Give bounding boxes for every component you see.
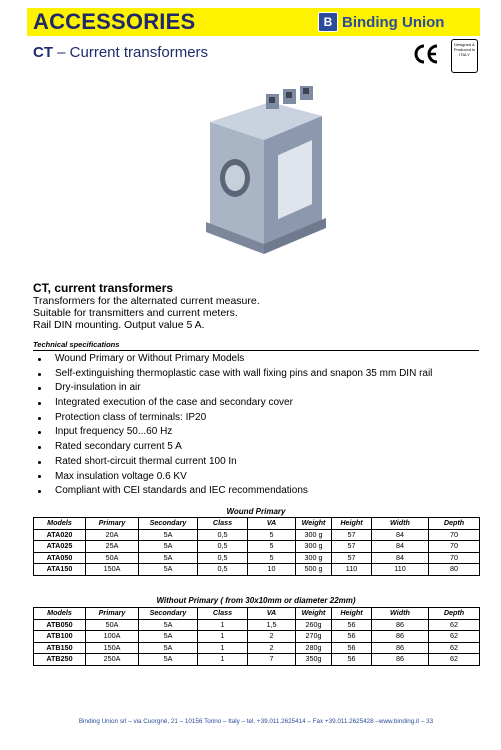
table-cell: ATB250 bbox=[34, 654, 86, 666]
table-cell: 5 bbox=[248, 552, 296, 564]
table-cell: 500 g bbox=[296, 564, 332, 576]
specs-label: Technical specifications bbox=[33, 340, 120, 349]
table-cell: 5A bbox=[139, 642, 198, 654]
list-item bbox=[36, 381, 432, 396]
brand-name: Binding Union bbox=[342, 13, 445, 31]
column-header: Height bbox=[332, 518, 372, 530]
bullet-icon bbox=[38, 490, 41, 493]
table-cell: 50A bbox=[86, 619, 139, 631]
column-header: Width bbox=[372, 518, 429, 530]
bullet-icon bbox=[38, 461, 41, 464]
table-row bbox=[34, 541, 480, 553]
table-cell: 57 bbox=[332, 541, 372, 553]
table-cell: 280g bbox=[296, 642, 332, 654]
table-cell: ATB100 bbox=[34, 631, 86, 643]
table-cell: 150A bbox=[86, 642, 139, 654]
spec-text: Wound Primary or Without Primary Models bbox=[55, 353, 245, 364]
table-cell: 110 bbox=[372, 564, 429, 576]
subtitle-text: – Current transformers bbox=[53, 44, 209, 61]
table-cell: ATA150 bbox=[34, 564, 86, 576]
wound-primary-table bbox=[33, 517, 480, 576]
table-cell: 5A bbox=[139, 552, 198, 564]
column-header: Width bbox=[372, 608, 429, 620]
column-header: Height bbox=[332, 608, 372, 620]
table-cell: 70 bbox=[429, 541, 480, 553]
table-row bbox=[34, 564, 480, 576]
table-cell: ATA050 bbox=[34, 552, 86, 564]
table-cell: 86 bbox=[372, 654, 429, 666]
without-primary-table bbox=[33, 607, 480, 666]
table-cell: 56 bbox=[332, 642, 372, 654]
description-line: Suitable for transmitters and current meters. bbox=[33, 307, 238, 319]
column-header: Models bbox=[34, 608, 86, 620]
table-cell: 0,5 bbox=[198, 564, 248, 576]
list-item bbox=[36, 484, 432, 499]
table-cell: ATA020 bbox=[34, 529, 86, 541]
table-cell: 56 bbox=[332, 654, 372, 666]
table-header-row bbox=[34, 518, 480, 530]
bullet-icon bbox=[38, 417, 41, 420]
table-cell: ATA025 bbox=[34, 541, 86, 553]
table-cell: 5A bbox=[139, 619, 198, 631]
subtitle-code: CT bbox=[33, 44, 53, 61]
spec-text: Protection class of terminals: IP20 bbox=[55, 411, 207, 423]
column-header: Class bbox=[198, 608, 248, 620]
list-item bbox=[36, 367, 432, 382]
column-header: Weight bbox=[296, 518, 332, 530]
table-cell: ATB150 bbox=[34, 642, 86, 654]
table-row bbox=[34, 654, 480, 666]
table-cell: 10 bbox=[248, 564, 296, 576]
brand-logo bbox=[318, 11, 444, 33]
ce-mark-icon bbox=[412, 43, 440, 65]
table-cell: 110 bbox=[332, 564, 372, 576]
table-caption-wound: Wound Primary bbox=[226, 507, 286, 516]
table-header-row bbox=[34, 608, 480, 620]
bullet-icon bbox=[38, 431, 41, 434]
column-header: Secondary bbox=[139, 518, 198, 530]
table-row bbox=[34, 642, 480, 654]
bullet-icon bbox=[38, 402, 41, 405]
brand-mark-icon: B bbox=[318, 12, 338, 32]
bullet-icon bbox=[38, 358, 41, 361]
spec-text: Rated secondary current 5 A bbox=[55, 441, 182, 453]
page-footer: Binding Union srl – via Cuorgnè, 21 – 10156 Torino – Italy – tel. +39.011.2625414 – Fax +39.011.2625428 –www.binding.it – 33 bbox=[78, 718, 434, 725]
spec-list bbox=[36, 352, 432, 499]
column-header: Depth bbox=[429, 518, 480, 530]
table-row bbox=[34, 552, 480, 564]
table-cell: 5A bbox=[139, 529, 198, 541]
list-item bbox=[36, 411, 432, 426]
table-cell: 2 bbox=[248, 642, 296, 654]
table-cell: 56 bbox=[332, 631, 372, 643]
table-cell: 70 bbox=[429, 552, 480, 564]
table-cell: 1 bbox=[198, 631, 248, 643]
table-cell: 1 bbox=[198, 654, 248, 666]
list-item bbox=[36, 455, 432, 470]
column-header: Weight bbox=[296, 608, 332, 620]
table-cell: 50A bbox=[86, 552, 139, 564]
page-subtitle bbox=[33, 44, 208, 61]
table-row bbox=[34, 529, 480, 541]
table-cell: 57 bbox=[332, 552, 372, 564]
table-cell: 25A bbox=[86, 541, 139, 553]
table-row bbox=[34, 631, 480, 643]
column-header: Primary bbox=[86, 608, 139, 620]
table-cell: 260g bbox=[296, 619, 332, 631]
table-cell: 300 g bbox=[296, 552, 332, 564]
list-item bbox=[36, 425, 432, 440]
column-header: Depth bbox=[429, 608, 480, 620]
spec-text: Integrated execution of the case and secondary cover bbox=[55, 397, 293, 409]
table-cell: 0,5 bbox=[198, 529, 248, 541]
product-image bbox=[200, 86, 332, 254]
spec-text: Dry-insulation in air bbox=[55, 382, 141, 394]
column-header: VA bbox=[248, 608, 296, 620]
table-cell: 300 g bbox=[296, 529, 332, 541]
table-cell: 0,5 bbox=[198, 552, 248, 564]
table-cell: 5 bbox=[248, 541, 296, 553]
spec-text: Input frequency 50...60 Hz bbox=[55, 426, 173, 438]
table-cell: 5 bbox=[248, 529, 296, 541]
description-line: Rail DIN mounting. Output value 5 A. bbox=[33, 319, 205, 331]
spec-text: Self-extinguishing thermoplastic case with wall fixing pins and snapon 35 mm DIN rail bbox=[55, 367, 433, 379]
table-cell: 5A bbox=[139, 654, 198, 666]
table-cell: 84 bbox=[372, 552, 429, 564]
table-cell: 5A bbox=[139, 631, 198, 643]
list-item bbox=[36, 352, 432, 367]
table-cell: 62 bbox=[429, 654, 480, 666]
spec-text: Max insulation voltage 0.6 KV bbox=[55, 470, 187, 482]
table-cell: 300 g bbox=[296, 541, 332, 553]
bullet-icon bbox=[38, 446, 41, 449]
table-cell: 57 bbox=[332, 529, 372, 541]
list-item bbox=[36, 440, 432, 455]
page-title: ACCESSORIES bbox=[33, 9, 196, 34]
table-cell: 56 bbox=[332, 619, 372, 631]
column-header: Secondary bbox=[139, 608, 198, 620]
table-cell: 0,5 bbox=[198, 541, 248, 553]
table-cell: 2 bbox=[248, 631, 296, 643]
spec-text: Compliant with CEI standards and IEC recommendations bbox=[55, 485, 308, 497]
list-item bbox=[36, 396, 432, 411]
table-cell: 250A bbox=[86, 654, 139, 666]
divider bbox=[33, 350, 479, 351]
description-line: Transformers for the alternated current measure. bbox=[33, 295, 260, 307]
table-cell: 1 bbox=[198, 619, 248, 631]
table-cell: ATB050 bbox=[34, 619, 86, 631]
table-cell: 7 bbox=[248, 654, 296, 666]
table-cell: 86 bbox=[372, 619, 429, 631]
table-cell: 100A bbox=[86, 631, 139, 643]
spec-text: Rated short-circuit thermal current 100 In bbox=[55, 455, 237, 467]
bullet-icon bbox=[38, 373, 41, 376]
table-cell: 20A bbox=[86, 529, 139, 541]
table-cell: 350g bbox=[296, 654, 332, 666]
bullet-icon bbox=[38, 475, 41, 478]
table-cell: 270g bbox=[296, 631, 332, 643]
column-header: Primary bbox=[86, 518, 139, 530]
table-cell: 84 bbox=[372, 541, 429, 553]
table-cell: 150A bbox=[86, 564, 139, 576]
table-cell: 70 bbox=[429, 529, 480, 541]
table-cell: 1 bbox=[198, 642, 248, 654]
column-header: VA bbox=[248, 518, 296, 530]
column-header: Class bbox=[198, 518, 248, 530]
list-item bbox=[36, 470, 432, 485]
origin-seal: Designed & Produced in ITALY bbox=[451, 39, 478, 73]
table-cell: 5A bbox=[139, 564, 198, 576]
column-header: Models bbox=[34, 518, 86, 530]
table-cell: 80 bbox=[429, 564, 480, 576]
table-cell: 86 bbox=[372, 642, 429, 654]
bullet-icon bbox=[38, 387, 41, 390]
table-cell: 62 bbox=[429, 642, 480, 654]
section-title: CT, current transformers bbox=[33, 281, 174, 295]
table-cell: 5A bbox=[139, 541, 198, 553]
table-cell: 86 bbox=[372, 631, 429, 643]
table-cell: 62 bbox=[429, 631, 480, 643]
table-row bbox=[34, 619, 480, 631]
table-caption-without: Without Primary ( from 30x10mm or diameter 22mm) bbox=[156, 596, 356, 605]
table-cell: 84 bbox=[372, 529, 429, 541]
table-cell: 1,5 bbox=[248, 619, 296, 631]
table-cell: 62 bbox=[429, 619, 480, 631]
